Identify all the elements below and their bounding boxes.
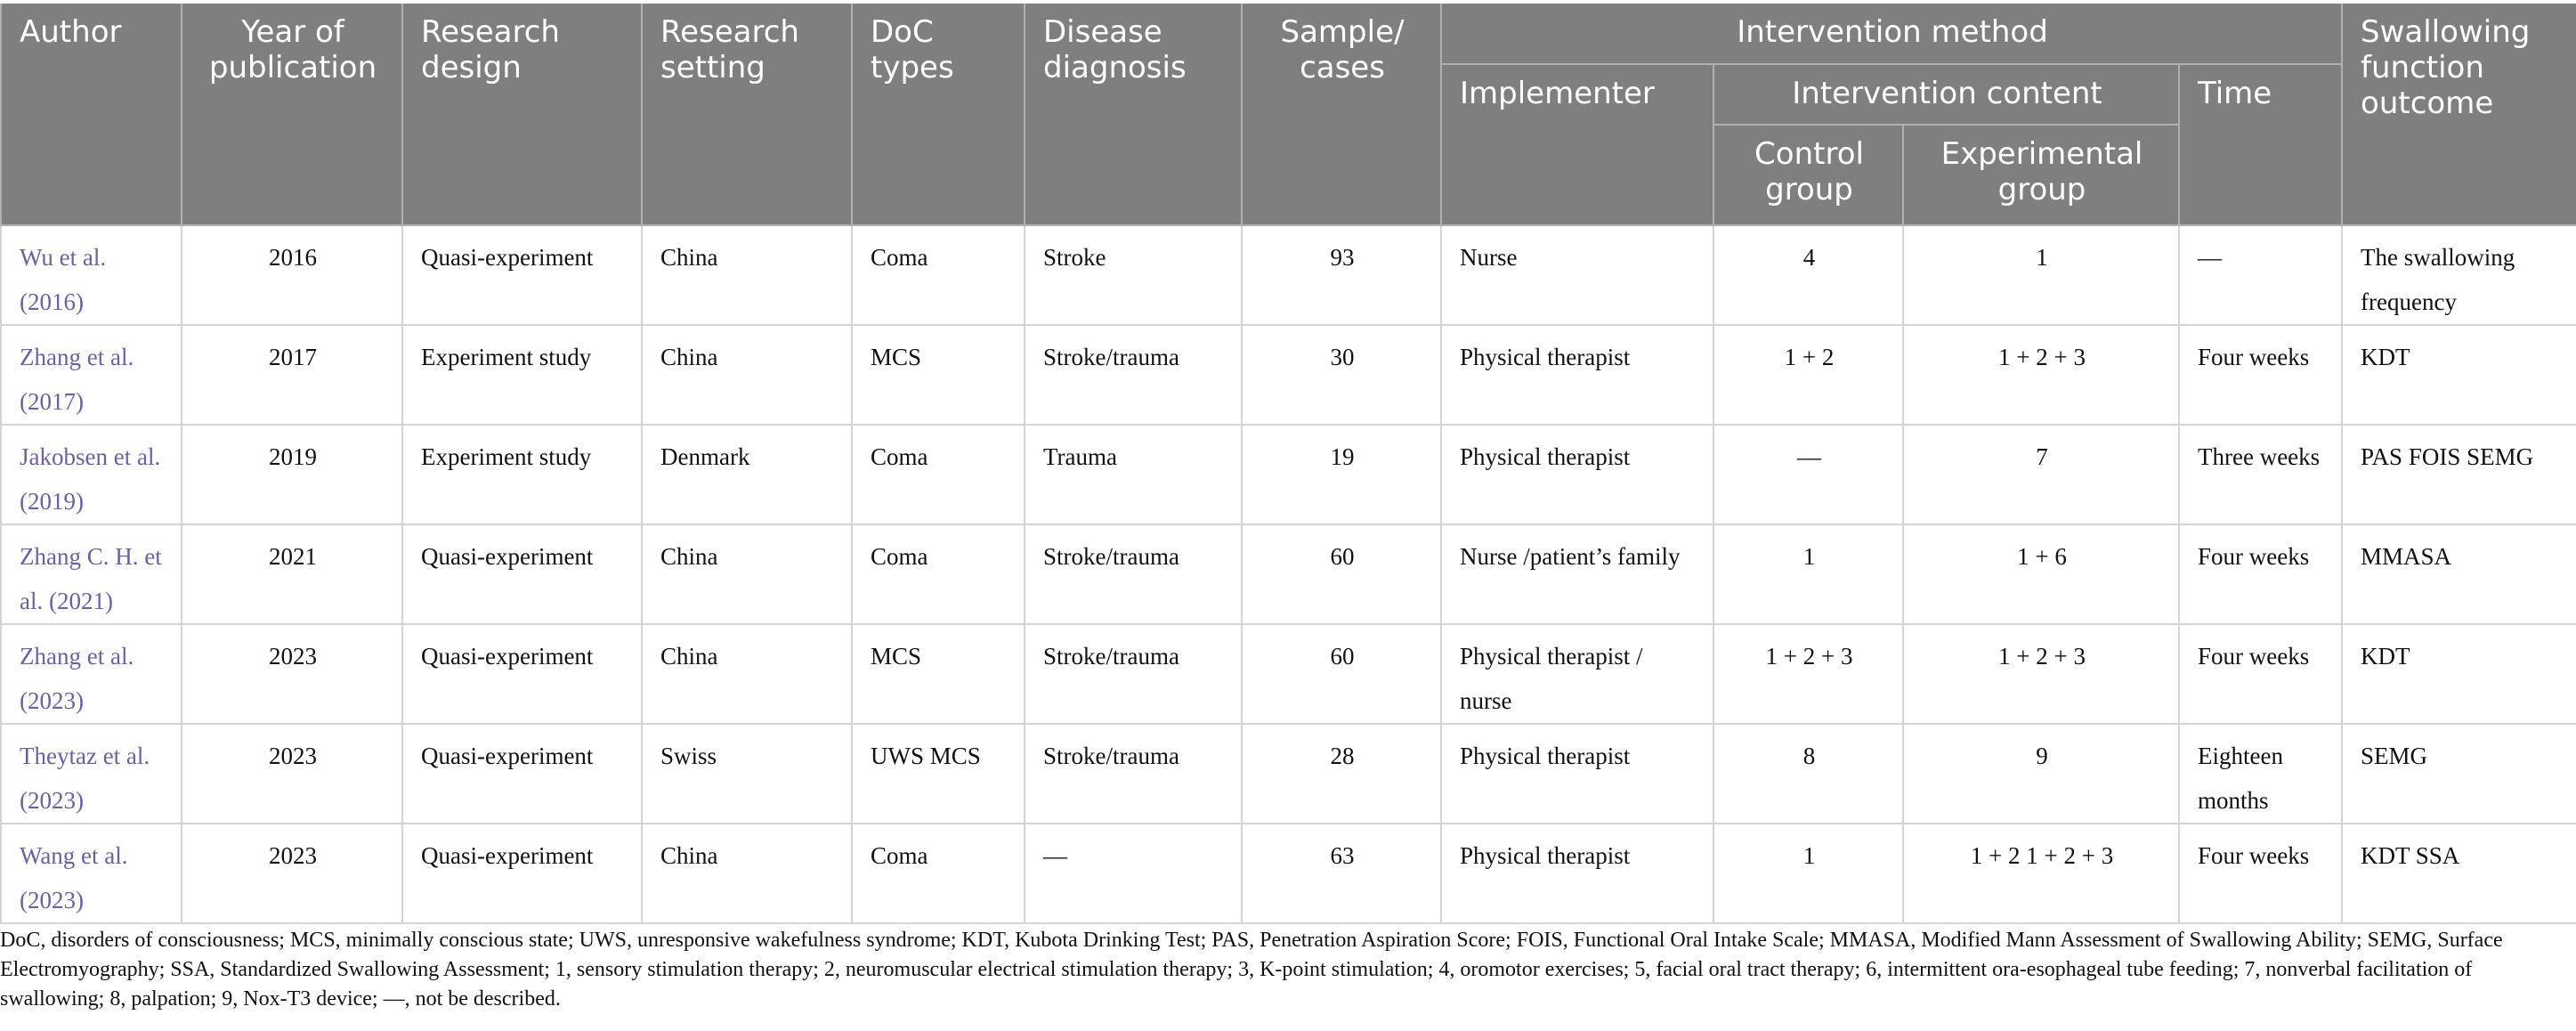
cell-diagnosis: Stroke/trauma	[1025, 325, 1242, 425]
header-intervention-method: Intervention method	[1441, 4, 2342, 64]
cell-year: 2023	[182, 624, 402, 724]
author-link[interactable]: Theytaz et al. (2023)	[1, 724, 182, 824]
table-footnote: DoC, disorders of consciousness; MCS, minimally conscious state; UWS, unresponsive wakefulness syndrome; KDT, Kubota Drinking Test; PAS, Penetration Aspiration Score; FOIS, Functional Oral Intake Scale; MMASA, Modified Mann Assessment of Swallowing Ability; SEMG, Surface Electromyography; SSA, Standardized Swallowing Assessment; 1, sensory stimulation therapy; 2, neuromuscular electrical stimulation therapy; 3, K-point stimulation; 4, oromotor exercises; 5, facial oral tract therapy; 6, intermittent ora-esophageal tube feeding; 7, nonverbal facilitation of swallowing; 8, palpation; 9, Nox-T3 device; —, not be described.	[0, 929, 2503, 1011]
cell-experimental: 1 + 2 + 3	[1903, 624, 2179, 724]
author-link[interactable]: Jakobsen et al. (2019)	[1, 425, 182, 524]
cell-time: Four weeks	[2179, 824, 2342, 923]
cell-control: 1	[1713, 824, 1903, 923]
table-body	[1, 225, 2576, 923]
header-design: Research design	[402, 4, 642, 225]
table-row	[1, 724, 2576, 824]
header-setting: Research setting	[642, 4, 852, 225]
cell-design: Quasi-experiment	[402, 624, 642, 724]
table-row	[1, 325, 2576, 425]
cell-time: Four weeks	[2179, 624, 2342, 724]
cell-setting: Swiss	[642, 724, 852, 824]
cell-diagnosis: —	[1025, 824, 1242, 923]
cell-outcome: KDT	[2342, 325, 2576, 425]
cell-experimental: 1 + 2 + 3	[1903, 325, 2179, 425]
cell-doc: Coma	[852, 225, 1025, 325]
cell-sample: 28	[1242, 724, 1441, 824]
cell-sample: 60	[1242, 624, 1441, 724]
cell-setting: China	[642, 624, 852, 724]
header-implementer: Implementer	[1441, 64, 1713, 225]
cell-doc: UWS MCS	[852, 724, 1025, 824]
cell-control: 1 + 2 + 3	[1713, 624, 1903, 724]
cell-year: 2019	[182, 425, 402, 524]
cell-implementer: Nurse /patient’s family	[1441, 524, 1713, 624]
cell-setting: Denmark	[642, 425, 852, 524]
cell-control: —	[1713, 425, 1903, 524]
author-link[interactable]: Zhang et al. (2017)	[1, 325, 182, 425]
cell-year: 2023	[182, 724, 402, 824]
header-author: Author	[1, 4, 182, 225]
cell-year: 2023	[182, 824, 402, 923]
header-time: Time	[2179, 64, 2342, 225]
cell-time: Eighteen months	[2179, 724, 2342, 824]
cell-time: Four weeks	[2179, 325, 2342, 425]
cell-implementer: Physical therapist	[1441, 724, 1713, 824]
header-control-group: Control group	[1713, 125, 1903, 225]
cell-time: —	[2179, 225, 2342, 325]
cell-experimental: 1 + 2 1 + 2 + 3	[1903, 824, 2179, 923]
author-link[interactable]: Wang et al. (2023)	[1, 824, 182, 923]
cell-setting: China	[642, 225, 852, 325]
header-experimental-group: Experimental group	[1903, 125, 2179, 225]
cell-year: 2017	[182, 325, 402, 425]
cell-doc: Coma	[852, 524, 1025, 624]
table-row	[1, 824, 2576, 923]
cell-design: Quasi-experiment	[402, 524, 642, 624]
header-diagnosis: Disease diagnosis	[1025, 4, 1242, 225]
cell-diagnosis: Trauma	[1025, 425, 1242, 524]
table-row	[1, 425, 2576, 524]
table-row	[1, 624, 2576, 724]
cell-design: Experiment study	[402, 325, 642, 425]
cell-design: Quasi-experiment	[402, 225, 642, 325]
cell-doc: MCS	[852, 624, 1025, 724]
author-link[interactable]: Zhang et al. (2023)	[1, 624, 182, 724]
cell-experimental: 9	[1903, 724, 2179, 824]
cell-sample: 63	[1242, 824, 1441, 923]
table-row	[1, 225, 2576, 325]
header-sample: Sample/ cases	[1242, 4, 1441, 225]
cell-sample: 30	[1242, 325, 1441, 425]
cell-diagnosis: Stroke/trauma	[1025, 624, 1242, 724]
cell-control: 8	[1713, 724, 1903, 824]
header-outcome: Swallowing function outcome	[2342, 4, 2576, 225]
cell-outcome: KDT SSA	[2342, 824, 2576, 923]
header-intervention-content: Intervention content	[1713, 64, 2179, 125]
cell-sample: 60	[1242, 524, 1441, 624]
cell-time: Three weeks	[2179, 425, 2342, 524]
cell-outcome: SEMG	[2342, 724, 2576, 824]
cell-doc: MCS	[852, 325, 1025, 425]
cell-setting: China	[642, 524, 852, 624]
cell-year: 2021	[182, 524, 402, 624]
cell-implementer: Physical therapist / nurse	[1441, 624, 1713, 724]
table-row	[1, 524, 2576, 624]
cell-setting: China	[642, 325, 852, 425]
cell-doc: Coma	[852, 425, 1025, 524]
header-year: Year of publication	[182, 4, 402, 225]
header-doc-types: DoC types	[852, 4, 1025, 225]
cell-experimental: 1 + 6	[1903, 524, 2179, 624]
cell-sample: 19	[1242, 425, 1441, 524]
cell-diagnosis: Stroke/trauma	[1025, 524, 1242, 624]
cell-doc: Coma	[852, 824, 1025, 923]
author-link[interactable]: Zhang C. H. et al. (2021)	[1, 524, 182, 624]
cell-outcome: The swallowing frequency	[2342, 225, 2576, 325]
cell-control: 1 + 2	[1713, 325, 1903, 425]
cell-outcome: MMASA	[2342, 524, 2576, 624]
cell-control: 4	[1713, 225, 1903, 325]
cell-experimental: 7	[1903, 425, 2179, 524]
cell-outcome: KDT	[2342, 624, 2576, 724]
cell-implementer: Physical therapist	[1441, 824, 1713, 923]
cell-diagnosis: Stroke/trauma	[1025, 724, 1242, 824]
cell-time: Four weeks	[2179, 524, 2342, 624]
cell-control: 1	[1713, 524, 1903, 624]
cell-implementer: Nurse	[1441, 225, 1713, 325]
cell-diagnosis: Stroke	[1025, 225, 1242, 325]
table-header	[1, 4, 2576, 225]
cell-design: Quasi-experiment	[402, 824, 642, 923]
cell-experimental: 1	[1903, 225, 2179, 325]
cell-implementer: Physical therapist	[1441, 325, 1713, 425]
cell-design: Experiment study	[402, 425, 642, 524]
cell-outcome: PAS FOIS SEMG	[2342, 425, 2576, 524]
cell-design: Quasi-experiment	[402, 724, 642, 824]
studies-table	[0, 4, 2576, 924]
cell-setting: China	[642, 824, 852, 923]
cell-sample: 93	[1242, 225, 1441, 325]
table-container	[0, 4, 2576, 924]
cell-year: 2016	[182, 225, 402, 325]
author-link[interactable]: Wu et al. (2016)	[1, 225, 182, 325]
cell-implementer: Physical therapist	[1441, 425, 1713, 524]
